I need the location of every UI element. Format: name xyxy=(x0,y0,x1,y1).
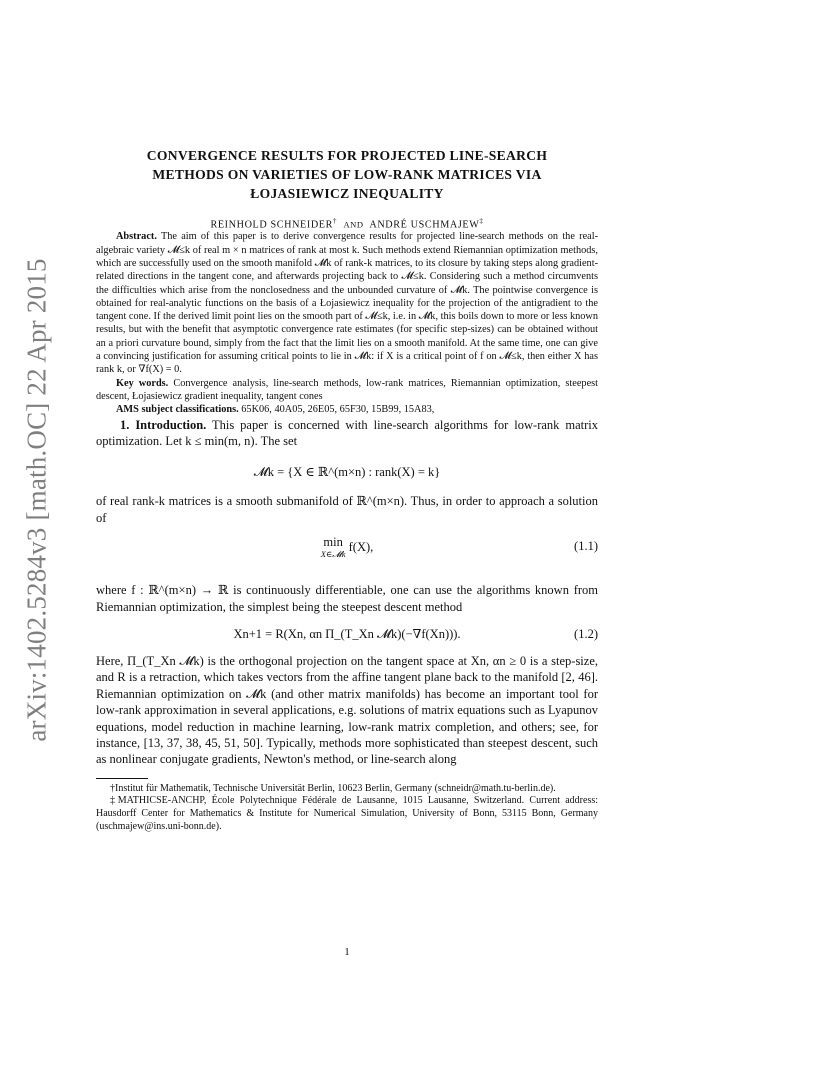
page-number: 1 xyxy=(344,946,350,958)
min-operator xyxy=(321,536,346,560)
equation-number: (1.2) xyxy=(574,626,598,641)
body-paragraph: where f : ℝ^(m×n) → ℝ is continuously differentiable, one can use the algorithms known from Riemannian optimization, the simplest being the steepest descent method xyxy=(96,583,598,614)
equation-1-2 xyxy=(96,619,598,649)
footnote-mark: † xyxy=(333,217,338,225)
equation-1-1 xyxy=(96,536,598,580)
abstract-label: Abstract. xyxy=(116,231,157,243)
min-label: min xyxy=(323,535,343,550)
ams-label: AMS subject classifications. xyxy=(116,404,239,416)
ams-codes: 65K06, 40A05, 26E05, 65F30, 15B99, 15A83, xyxy=(241,404,435,416)
footnote-mark: ‡ xyxy=(479,217,484,225)
paper-page xyxy=(96,146,599,958)
section-heading: 1. Introduction. xyxy=(120,417,207,432)
footnote: ‡MATHICSE-ANCHP, École Polytechnique Fédérale de Lausanne, 1015 Lausanne, Switzerland. Current address: Hausdorff Center for Mathematics & Institute for Numerical Simulation, University of Bonn, 53115 Bonn, Germany (uschmajew@ins.uni-bonn.de). xyxy=(96,795,598,832)
intro-text: This paper is concerned with line-search algorithms for low-rank matrix optimization. Let k ≤ min(m, n). The set xyxy=(96,417,598,448)
introduction-paragraph xyxy=(96,417,598,450)
abstract-text: The aim of this paper is to derive convergence results for projected line-search methods on the real-algebraic variety 𝓜≤k of real m × n matrices of rank at most k. Such methods extend Riemannian optimization methods, which are successfully used on the smooth manifold 𝓜k of rank-k matrices, to its closure by taking steps along gradient-related directions in the tangent cone, and afterwards projecting back to 𝓜≤k. Considering such a method circumvents the difficulties which arise from the nonclosedness and the unbounded curvature of 𝓜k. The pointwise convergence is obtained for real-analytic functions on the basis of a Łojasiewicz inequality for the projection of the antigradient to the tangent cone. If the derived limit point lies on the smooth part of 𝓜≤k, i.e. in 𝓜k, this boils down to more or less known results, but with the benefit that asymptotic convergence rate estimates (for specific step-sizes) can be obtained without an a priori curvature bound, simply from the fact that the limit lies on a smooth manifold. At the same time, one can give a convincing justification for assuming critical points to lie in 𝓜k: if X is a critical point of f on 𝓜≤k, then either X has rank k, or ∇f(X) = 0. xyxy=(96,231,599,376)
equation-body: 𝓜k = {X ∈ ℝ^(m×n) : rank(X) = k} xyxy=(253,465,441,480)
title-line: ŁOJASIEWICZ INEQUALITY xyxy=(250,186,444,201)
keywords-text: Convergence analysis, line-search methods, low-rank matrices, Riemannian optimization, steepest descent, Łojasiewicz gradient inequality, tangent cones xyxy=(96,377,599,402)
equation-body: Xn+1 = R(Xn, αn Π_(T_Xn 𝓜k)(−∇f(Xn))). xyxy=(233,626,461,641)
body-paragraph: Here, Π_(T_Xn 𝓜k) is the orthogonal projection on the tangent space at Xn, αn ≥ 0 is a step-size, and R is a retraction, which takes vectors from the affine tangent plane back to the manifold [2, 46]. Riemannian optimization on 𝓜k (and other matrix manifolds) has become an important tool for low-rank approximation in several applications, e.g. solutions of matrix equations such as Lyapunov equations, model reduction in machine learning, low-rank matrix completion, and others; see, for instance, [13, 37, 38, 45, 51, 50]. Typically, methods more sophisticated than steepest descent, such as nonlinear conjugate gradients, Newton's method, or line-search along xyxy=(96,653,598,767)
equation-body: f(X), xyxy=(348,540,374,555)
equation-mk xyxy=(96,457,598,487)
author-list xyxy=(96,217,598,230)
footnote-rule xyxy=(96,778,148,779)
body-paragraph: of real rank-k matrices is a smooth submanifold of ℝ^(m×n). Thus, in order to approach a solution of xyxy=(96,494,598,525)
arxiv-sidebar xyxy=(0,0,60,1072)
min-subscript: X∈𝓜k xyxy=(320,549,346,560)
keywords xyxy=(96,377,598,404)
ams-classifications xyxy=(96,403,598,416)
title-line: METHODS ON VARIETIES OF LOW-RANK MATRICES VIA xyxy=(152,167,542,182)
footnote: †Institut für Mathematik, Technische Universität Berlin, 10623 Berlin, Germany (schneidr@math.tu-berlin.de). xyxy=(110,782,556,794)
author-name: REINHOLD SCHNEIDER xyxy=(210,219,334,231)
author-and: AND xyxy=(343,219,364,230)
keywords-label: Key words. xyxy=(116,377,169,389)
author-name: ANDRÉ USCHMAJEW xyxy=(369,219,480,231)
title-line: CONVERGENCE RESULTS FOR PROJECTED LINE-SEARCH xyxy=(146,148,548,163)
arxiv-identifier: arXiv:1402.5284v3 [math.OC] 22 Apr 2015 xyxy=(21,258,52,742)
abstract xyxy=(96,230,598,376)
paper-title xyxy=(96,146,598,203)
equation-number: (1.1) xyxy=(574,539,598,554)
